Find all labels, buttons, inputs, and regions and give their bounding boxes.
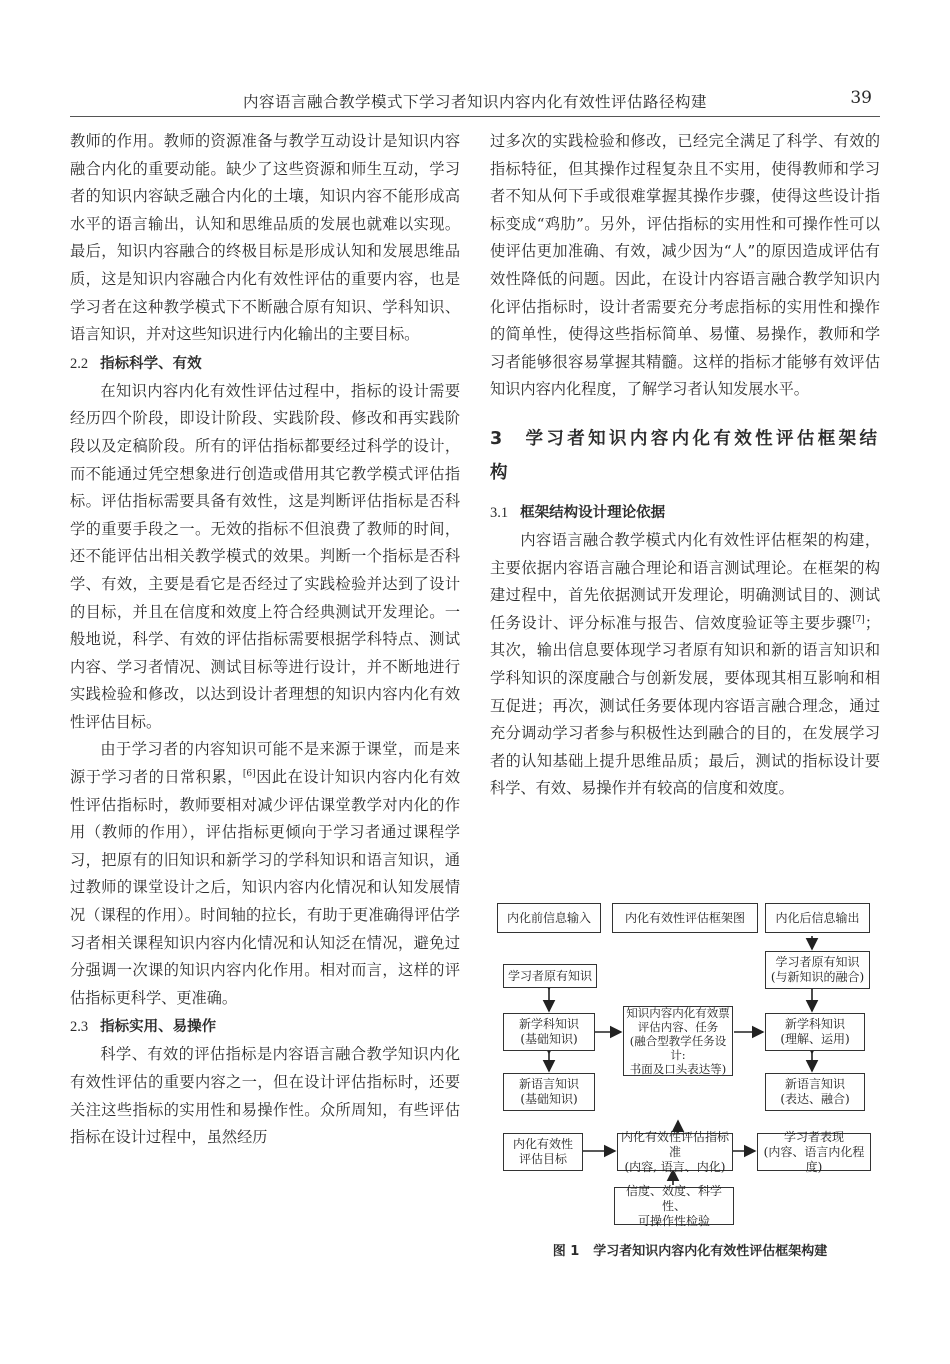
running-head — [70, 86, 880, 117]
figure-1 — [497, 903, 875, 1230]
standard-line1: 内化有效性评估指标准 — [620, 1129, 729, 1159]
output-language-knowledge-box — [765, 1073, 865, 1111]
out-language-line2: (表达、融合) — [780, 1092, 850, 1106]
caption-number: 图 1 — [552, 1244, 580, 1259]
validity-line1: 信度、效度、科学性、 — [625, 1183, 722, 1213]
right-column — [490, 128, 880, 803]
goal-line1: 内化有效性 — [512, 1137, 573, 1151]
performance-line2: (内容、语言内化程度) — [763, 1144, 865, 1174]
output-prior-knowledge-box — [765, 951, 870, 989]
validity-line2: 可操作性检验 — [637, 1213, 710, 1228]
running-title: 内容语言融合教学模式下学习者知识内容内化有效性评估路径构建 — [242, 93, 707, 111]
header-framework-label: 内化有效性评估框架图 — [624, 910, 745, 925]
assessment-standard-box — [617, 1129, 733, 1174]
header-input-box — [497, 903, 601, 933]
paragraph-3-1-1 — [490, 527, 880, 803]
out-prior-line2: (与新知识的融合) — [770, 970, 865, 984]
paragraph-intro: 教师的作用。教师的资源准备与教学互动设计是知识内容融合内化的重要动能。缺少了这些资源和师生互动，学习者的知识内容缺乏融合内化的土壤，知识内容不能形成高水平的语言输出，认知和思维品质的发展也就难以实现。最后，知识内容融合的终极目标是形成认知和发展思维品质，这是知识内容融合内化有效性评估的重要内容，也是学习者在这种教学模式下不断融合原有知识、学科知识、语言知识，并对这些知识进行内化输出的主要目标。 — [70, 132, 460, 344]
header-input-label: 内化前信息输入 — [506, 910, 591, 925]
paragraph-continued: 过多次的实践检验和修改，已经完全满足了科学、有效的指标特征，但其操作过程复杂且不实用，使得教师和学习者不知从何下手或很难掌握其操作步骤，使得这些设计指标变成“鸡肋”。另外，评估指标的实用性和可操作性可以使评估更加准确、有效，减少因为“人”的原因造成评估有效性降低的问题。因此，在设计内容语言融合教学知识内化评估指标时，设计者需要充分考虑指标的实用性和操作的简单性，使得这些指标简单、易懂、易操作，教师和学习者能够很容易掌握其精髓。这样的指标才能够有效评估知识内容内化程度，了解学习者认知发展水平。 — [490, 132, 880, 399]
new-language-knowledge-box — [503, 1073, 595, 1111]
center-line2: 评估内容、任务 — [637, 1020, 719, 1034]
citation-7: [7] — [852, 614, 865, 625]
section-3-title: 学习者知识内容内化有效性评估框架结构 — [490, 428, 880, 483]
section-2-3-number: 2.3 — [70, 1019, 89, 1036]
citation-6: [6] — [242, 769, 256, 779]
new-subject-knowledge-box — [503, 1013, 595, 1051]
out-prior-line1: 学习者原有知识 — [775, 955, 860, 969]
left-column — [70, 128, 460, 1152]
out-subject-line1: 新学科知识 — [784, 1017, 845, 1031]
section-2-2-title: 指标科学、有效 — [100, 355, 202, 372]
header-output-box — [765, 903, 870, 933]
paragraph-2-2-2 — [70, 736, 460, 1012]
output-subject-knowledge-box — [765, 1013, 865, 1051]
center-line3: (融合型教学任务设计: — [629, 1034, 727, 1062]
standard-line2: (内容, 语言、内化) — [624, 1159, 726, 1174]
caption-text: 学习者知识内容内化有效性评估框架构建 — [593, 1244, 828, 1259]
section-2-2-heading — [70, 351, 460, 378]
section-3-heading — [490, 422, 880, 490]
paragraph-3-1-1-text-a: 内容语言融合教学模式内化有效性评估框架的构建，主要依据内容语言融合理论和语言测试理论。在框架的构建过程中，首先依据测试开发理论，明确测试目的、测试任务设计、评分标准与报告、信效度验证等主要步骤 — [490, 530, 880, 632]
assessment-content-box — [623, 1006, 733, 1076]
prior-knowledge-label: 学习者原有知识 — [507, 968, 592, 983]
new-subject-line1: 新学科知识 — [518, 1017, 579, 1031]
new-language-line2: (基础知识) — [520, 1092, 578, 1106]
new-language-line1: 新语言知识 — [518, 1077, 579, 1091]
section-2-2-number: 2.2 — [70, 355, 89, 372]
page-number: 39 — [850, 88, 872, 108]
paragraph-3-1-1-text-b: ；其次，输出信息要体现学习者原有知识和新的语言知识和学科知识的深度融合与创新发展，要体现其相互影响和相互促进；再次，测试任务要体现内容语言融合理念，通过充分调动学习者参与积极性达到融合的目的，在发展学习者的认知基础上提升思维品质；最后，测试的指标设计要科学、有效、易操作并有较高的信度和效度。 — [490, 613, 880, 798]
learner-performance-box — [757, 1129, 871, 1174]
figure-1-caption — [490, 1240, 890, 1259]
center-line4: 书面及口头表达等) — [629, 1062, 727, 1076]
section-3-1-title: 框架结构设计理论依据 — [520, 504, 666, 521]
assessment-goal-box — [503, 1133, 583, 1171]
prior-knowledge-box — [503, 964, 597, 988]
out-subject-line2: (理解、运用) — [780, 1032, 850, 1046]
paragraph-2-2-2-text-b: 因此在设计知识内容内化有效性评估指标时，教师要相对减少评估课堂教学对内化的作用（教师的作用），评估指标更倾向于学习者通过课程学习，把原有的旧知识和新学习的学科知识和语言知识，通过教师的课堂设计之后，知识内容内化情况和认知发展情况（课程的作用）。时间轴的拉长，有助于更准确得评估学习者相关课程知识内容内化情况和认知泛在情况，避免过分强调一次课的知识内容内化作用。相对而言，这样的评估指标更科学、更准确。 — [70, 768, 460, 1007]
paragraph-2-3-1: 科学、有效的评估指标是内容语言融合教学知识内化有效性评估的重要内容之一，但在设计评估指标时，还要关注这些指标的实用性和易操作性。众所周知，有些评估指标在设计过程中，虽然经历 — [70, 1045, 460, 1147]
paragraph-2-2-1: 在知识内容内化有效性评估过程中，指标的设计需要经历四个阶段，即设计阶段、实践阶段、修改和再实践阶段以及定稿阶段。所有的评估指标都要经过科学的设计，而不能通过凭空想象进行创造或借用其它教学模式评估指标。评估指标需要具备有效性，这是判断评估指标是否科学的重要手段之一。无效的指标不但浪费了教师的时间，还不能评估出相关教学模式的效果。判断一个指标是否科学、有效，主要是看它是否经过了实践检验并达到了设计的目标，并且在信度和效度上符合经典测试开发理论。一般地说，科学、有效的评估指标需要根据学科特点、测试内容、学习者情况、测试目标等进行设计，并不断地进行实践检验和修改，以达到设计者理想的知识内容内化有效性评估目标。 — [70, 381, 460, 731]
header-output-label: 内化后信息输出 — [775, 910, 860, 925]
validity-test-box — [614, 1183, 734, 1228]
new-subject-line2: (基础知识) — [520, 1032, 578, 1046]
center-line1: 知识内容内化有效票 — [626, 1006, 730, 1020]
section-2-3-title: 指标实用、易操作 — [100, 1019, 217, 1036]
section-3-1-number: 3.1 — [490, 504, 509, 521]
paragraph-2-2-2-text-a: 由于学习者的内容知识可能不是来源于课堂，而是来源于学习者的日常积累， — [70, 740, 460, 787]
header-framework-box — [612, 903, 758, 933]
section-3-1-heading — [490, 500, 880, 527]
section-2-3-heading — [70, 1014, 460, 1041]
performance-line1: 学习者表现 — [783, 1129, 844, 1144]
goal-line2: 评估目标 — [518, 1152, 567, 1166]
section-3-number: 3 — [490, 428, 506, 449]
out-language-line1: 新语言知识 — [784, 1077, 845, 1091]
